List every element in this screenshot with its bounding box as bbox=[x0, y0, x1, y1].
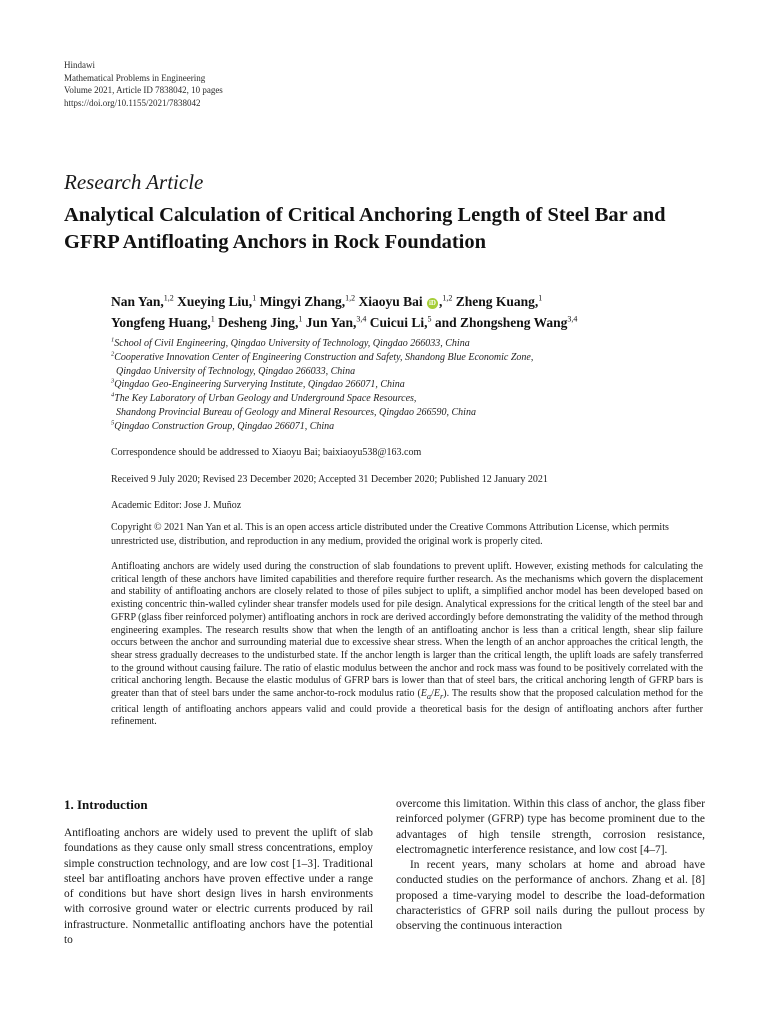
body-paragraph: overcome this limitation. Within this class of anchor, the glass fiber reinforced polymer (GFRP) type has become prominent due to the advantages of high tensile strength, corrosion resistance, electromagnetic interference resistance, and low cost [4–7]. bbox=[396, 798, 705, 856]
affiliation-item bbox=[111, 406, 711, 420]
academic-editor: Academic Editor: Jose J. Muñoz bbox=[111, 500, 242, 511]
publication-dates: Received 9 July 2020; Revised 23 December 2020; Accepted 31 December 2020; Published 12 January 2021 bbox=[111, 474, 548, 485]
body-column-right bbox=[396, 797, 705, 935]
section-heading-introduction bbox=[64, 797, 148, 813]
orcid-icon[interactable]: iD bbox=[428, 299, 436, 307]
affiliation-item bbox=[111, 392, 711, 406]
doi-link[interactable]: https://doi.org/10.1155/2021/7838042 bbox=[64, 97, 201, 108]
affiliation-text: The Key Laboratory of Urban Geology and Underground Space Resources, bbox=[114, 393, 417, 405]
affiliation-number: 5 bbox=[111, 419, 115, 427]
author-name[interactable]: and Zhongsheng Wang bbox=[431, 315, 568, 330]
ratio-subscript: r bbox=[439, 692, 444, 702]
author-name[interactable]: Zheng Kuang, bbox=[452, 294, 539, 309]
author-line-2 bbox=[111, 312, 711, 333]
author-name[interactable]: Desheng Jing, bbox=[214, 315, 299, 330]
author-affil-sup: 1 bbox=[538, 293, 543, 303]
author-affil-sup: 3,4 bbox=[356, 314, 367, 324]
affiliation-number: 2 bbox=[111, 350, 115, 358]
author-name[interactable]: Yongfeng Huang, bbox=[111, 315, 211, 330]
affiliation-number: 3 bbox=[111, 378, 115, 386]
author-affil-sup: 1 bbox=[298, 314, 303, 324]
author-name[interactable]: Mingyi Zhang, bbox=[256, 294, 346, 309]
author-affil-sup: 1,2 bbox=[163, 293, 174, 303]
affiliation-item bbox=[111, 420, 711, 434]
publisher-name: Hindawi bbox=[64, 60, 95, 70]
affiliation-text: Qingdao University of Technology, Qingdao 266033, China bbox=[116, 365, 356, 377]
author-affil-sup: 1 bbox=[210, 314, 215, 324]
affiliation-text: Qingdao Construction Group, Qingdao 266071, China bbox=[114, 420, 335, 432]
journal-name: Mathematical Problems in Engineering bbox=[64, 72, 206, 83]
author-line-1 bbox=[111, 291, 711, 312]
author-name[interactable]: Jun Yan, bbox=[302, 315, 357, 330]
ratio-subscript: a bbox=[426, 692, 432, 702]
copyright-notice: Copyright © 2021 Nan Yan et al. This is an open access article distributed under the Creative Commons Attribution License, which permits unrestricted use, distribution, and reproduction in any medium, provided the original work is properly cited. bbox=[111, 522, 669, 547]
author-affil-sup: 5 bbox=[427, 314, 432, 324]
author-list bbox=[111, 291, 711, 333]
ratio-separator: / bbox=[431, 688, 434, 700]
correspondence[interactable]: Correspondence should be addressed to Xiaoyu Bai; baixiaoyu538@163.com bbox=[111, 447, 422, 458]
abstract-text-end: ). The results show that the proposed calculation method for the critical length of antifloating anchors appears valid and could provide a theoretical basis for the design of antifloating anchors after further refinement. bbox=[111, 688, 703, 728]
author-name[interactable]: Xueying Liu, bbox=[173, 294, 253, 309]
section-number: 1. bbox=[64, 797, 74, 812]
affiliation-item bbox=[111, 378, 711, 392]
affiliation-item bbox=[111, 337, 711, 351]
author-affil-sup: 3,4 bbox=[567, 314, 578, 324]
ratio-symbol: E bbox=[420, 688, 427, 700]
affiliation-text: Shandong Provincial Bureau of Geology and Mineral Resources, Qingdao 266590, China bbox=[116, 406, 476, 418]
affiliation-text: Qingdao Geo-Engineering Surverying Institute, Qingdao 266071, China bbox=[114, 379, 405, 391]
author-name[interactable]: Cuicui Li, bbox=[366, 315, 428, 330]
article-title: Analytical Calculation of Critical Anchoring Length of Steel Bar and GFRP Antifloating Anchors in Rock Foundation bbox=[64, 204, 666, 253]
author-name[interactable]: Xiaoyu Bai bbox=[355, 294, 423, 309]
section-title: Introduction bbox=[77, 797, 148, 812]
author-name: , bbox=[438, 294, 443, 309]
article-type: Research Article bbox=[64, 170, 204, 194]
ratio-symbol: E bbox=[433, 688, 440, 700]
affiliation-text: Cooperative Innovation Center of Engineering Construction and Safety, Shandong Blue Economic Zone, bbox=[114, 351, 534, 363]
author-affil-sup: 1,2 bbox=[345, 293, 356, 303]
affiliation-number: 4 bbox=[111, 391, 115, 399]
affiliation-number: 1 bbox=[111, 336, 115, 344]
body-column-left bbox=[64, 826, 373, 948]
abstract bbox=[111, 561, 703, 729]
affiliation-item bbox=[111, 365, 711, 379]
abstract-text: Antifloating anchors are widely used during the construction of slab foundations to prevent uplift. However, existing methods for calculating the critical length of these anchors have limited capabilities and therefore require further research. As the mechanisms which govern the displacement and stability of antifloating anchors are closely related to those of piles subject to uplift, a simplified anchor model has been developed based on existing concentric thin-walled cylinder shear transfer models used for pile design. Analytical expressions for the critical length of the steel bar and GFRP (glass fiber reinforced polymer) antifloating anchors in rock are derived accordingly before demonstrating the validity of the method through engineering examples. The research results show that when the length of an antifloating anchor is less than a critical length, shear slip failure occurs between the anchor and surrounding material due to excessive shear stress. When the length of an anchor approaches the critical length, the shear stress gradually decreases to the undisturbed state. If the anchor length is larger than the critical length, the uplift loads are safely transferred to the ground without causing failure. The ratio of elastic modulus between the anchor and rock mass was found to be positively correlated with the critical anchoring length. Because the elastic modulus of GFRP bars is lower than that of steel bars, the critical anchoring length of GFRP bars is greater than that of steel bars under the same anchor-to-rock modulus ratio ( bbox=[111, 561, 703, 700]
author-name[interactable]: Nan Yan, bbox=[111, 294, 164, 309]
affiliation-item bbox=[111, 351, 711, 365]
author-affil-sup: 1,2 bbox=[442, 293, 453, 303]
body-paragraph: In recent years, many scholars at home and abroad have conducted studies on the performance of anchors. Zhang et al. [8] proposed a time-varying model to describe the load-deformation characteristics of GFRP soil nails during the pullout process by observing the continuous interaction bbox=[396, 859, 705, 933]
journal-header bbox=[64, 59, 223, 109]
affiliation-text: School of Civil Engineering, Qingdao University of Technology, Qingdao 266033, China bbox=[114, 338, 470, 349]
affiliation-list bbox=[111, 337, 711, 434]
volume-info: Volume 2021, Article ID 7838042, 10 pages bbox=[64, 85, 223, 96]
author-affil-sup: 1 bbox=[252, 293, 257, 303]
body-paragraph: Antifloating anchors are widely used to prevent the uplift of slab foundations as they cause only small stress concentrations, employ simple construction technology, and are low cost [1–3]. Traditional steel bar antifloating anchors have proven effective under a range of conditions but have short design lives in harsh environments with corrosive ground water or electric currents produced by rail infrastructure. Nonmetallic antifloating anchors have the potential to bbox=[64, 827, 373, 947]
